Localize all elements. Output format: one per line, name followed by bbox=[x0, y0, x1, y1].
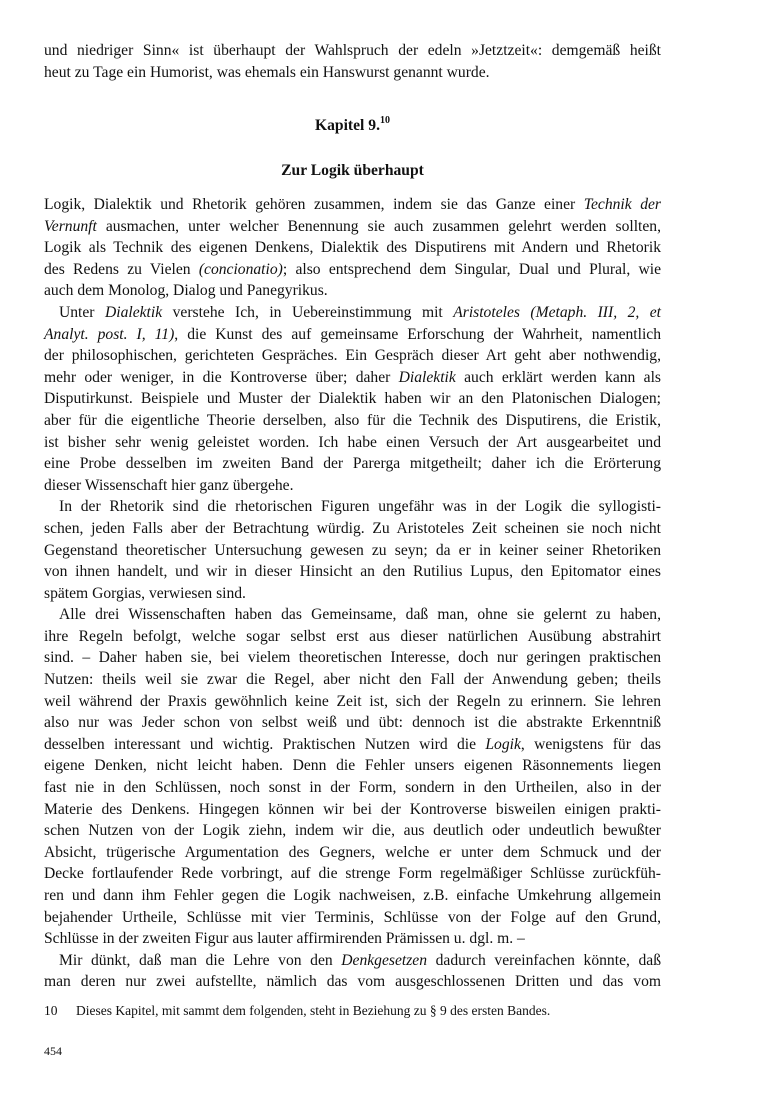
text-line: dieser Wissenschaft hier ganz übergehe. bbox=[44, 476, 294, 494]
footnote-marker: 10 bbox=[379, 115, 390, 126]
text-line: schen Nutzen von der Logik ziehn, indem wir die, aus deutlich oder undeutlich bewußter bbox=[44, 822, 661, 840]
chapter-subtitle: Zur Logik überhaupt bbox=[281, 162, 424, 179]
text-line: Absicht, trügerische Argumentation des Gegners, welche er unter dem Schmuck und der bbox=[44, 843, 661, 861]
text-line: fast nie in den Schlüssen, noch sonst in der Form, sondern in den Urtheilen, also in der bbox=[44, 779, 661, 797]
text-line: heut zu Tage ein Humorist, was ehemals ein Hanswurst genannt wurde. bbox=[44, 63, 490, 81]
text-line: der philosophischen, gerichteten Gespräches. Ein Gespräch dieser Art geht aber nothwendig, bbox=[44, 347, 661, 365]
text-line: eigene Denken, nicht leicht haben. Denn die Fehler unsers eigenen Räsonnements liegen bbox=[44, 757, 661, 775]
text-line: auch dem Monolog, Dialog und Panegyrikus. bbox=[44, 282, 328, 300]
text-line: mehr oder weniger, in die Kontroverse über; daher Dialektik auch erklärt werden kann als bbox=[44, 368, 661, 386]
text-line: Materie des Denkens. Hingegen können wir bei der Kontroverse bisweilen einigen prakti- bbox=[44, 800, 661, 818]
page-number: 454 bbox=[44, 1044, 62, 1058]
text-line: man deren nur zwei aufstellte, nämlich das vom ausgeschlossenen Dritten und das vom bbox=[44, 973, 661, 991]
text-line: eine Probe desselben im zweiten Band der Parerga mitgetheilt; daher ich die Erörterung bbox=[44, 455, 661, 473]
text-line: also nur was Jeder schon von selbst weiß und übt: dennoch ist die abstrakte Erkenntniß bbox=[44, 714, 661, 732]
intro-paragraph bbox=[44, 40, 661, 83]
text-line: des Redens zu Vielen (concionatio); also entsprechend dem Singular, Dual und Plural, wie bbox=[44, 260, 662, 278]
text-line: von ihnen handelt, und wir in dieser Hinsicht an den Rutilius Lupus, den Epitomator eines bbox=[44, 563, 661, 581]
text-line: und niedriger Sinn« ist überhaupt der Wahlspruch der edeln »Jetztzeit«: demgemäß heißt bbox=[44, 42, 661, 59]
text-line: ren und dann ihm Fehler gegen die Logik nachweisen, z.B. einfache Umkehrung allgemein bbox=[44, 887, 661, 904]
chapter-title: Kapitel 9. bbox=[315, 117, 380, 134]
footnote-text: Dieses Kapitel, mit sammt dem folgenden, steht in Beziehung zu § 9 des ersten Bandes. bbox=[76, 1003, 551, 1018]
text-line: Gegenstand theoretischer Untersuchung gewesen zu seyn; da er in keiner seiner Rhetoriken bbox=[44, 541, 661, 559]
text-line: desselben interessant und wichtig. Praktischen Nutzen wird die Logik, wenigstens für das bbox=[44, 735, 661, 753]
text-line: Analyt. post. I, 11), die Kunst des auf gemeinsame Erforschung der Wahrheit, namentlich bbox=[44, 325, 661, 343]
text-line: Alle drei Wissenschaften haben das Gemeinsame, daß man, ohne sie gelernt zu haben, bbox=[59, 606, 661, 624]
footnote-number: 10 bbox=[44, 1003, 58, 1018]
text-line: In der Rhetorik sind die rhetorischen Figuren ungefähr was in der Logik die syllogisti- bbox=[59, 498, 661, 516]
text-line: Logik, Dialektik und Rhetorik gehören zusammen, indem sie das Ganze einer Technik der bbox=[44, 196, 661, 213]
text-line: Unter Dialektik verstehe Ich, in Uebereinstimmung mit Aristoteles (Metaph. III, 2, et bbox=[59, 303, 661, 321]
body-text bbox=[44, 194, 661, 993]
chapter-heading bbox=[44, 117, 661, 135]
text-line: bejahender Urtheile, Schlüsse mit vier Terminis, Schlüsse von der Folge auf den Grund, bbox=[44, 908, 661, 926]
text-line: Decke fortlaufender Rede vorbringt, auf die strenge Form regelmäßiger Schlüsse zurückfüh- bbox=[44, 865, 661, 883]
text-line: Logik als Technik des eigenen Denkens, Dialektik des Disputirens mit Andern und Rhetorik bbox=[44, 239, 661, 257]
text-line: sind. – Daher haben sie, bei vielem theoretischen Interesse, doch nur geringen praktischen bbox=[44, 649, 661, 667]
text-line: Mir dünkt, daß man die Lehre von den Denkgesetzen dadurch vereinfachen könnte, daß bbox=[59, 951, 661, 969]
text-line: schen, jeden Falls aber der Betrachtung würdig. Zu Aristoteles Zeit scheinen sie noch nicht bbox=[44, 519, 661, 537]
text-line: aber für die eigentliche Theorie derselben, also für die Technik des Disputirens, die Eristik, bbox=[44, 411, 661, 429]
text-line: ihre Regeln befolgt, welche sogar selbst erst aus dieser natürlichen Ausübung abstrahirt bbox=[44, 627, 661, 645]
text-line: Disputirkunst. Beispiele und Muster der Dialektik haben wir an den Platonischen Dialogen; bbox=[44, 390, 661, 408]
text-line: ist bisher sehr wenig geleistet worden. Ich habe einen Versuch der Art ausgearbeitet und bbox=[44, 433, 661, 451]
text-line: Nutzen: theils weil sie zwar die Regel, aber nicht den Fall der Anwendung geben; theils bbox=[44, 671, 661, 689]
footnote bbox=[44, 1003, 550, 1019]
text-line: weil während der Praxis gewöhnlich keine Zeit ist, sich der Regeln zu erinnern. Sie lehren bbox=[44, 692, 661, 710]
text-line: spätem Gorgias, verwiesen sind. bbox=[44, 584, 246, 602]
text-line: Vernunft ausmachen, unter welcher Benennung sie auch zusammen gelehrt werden sollten, bbox=[44, 217, 661, 235]
text-line: Schlüsse in der zweiten Figur aus lauter affirmirenden Prämissen u. dgl. m. – bbox=[44, 930, 525, 948]
